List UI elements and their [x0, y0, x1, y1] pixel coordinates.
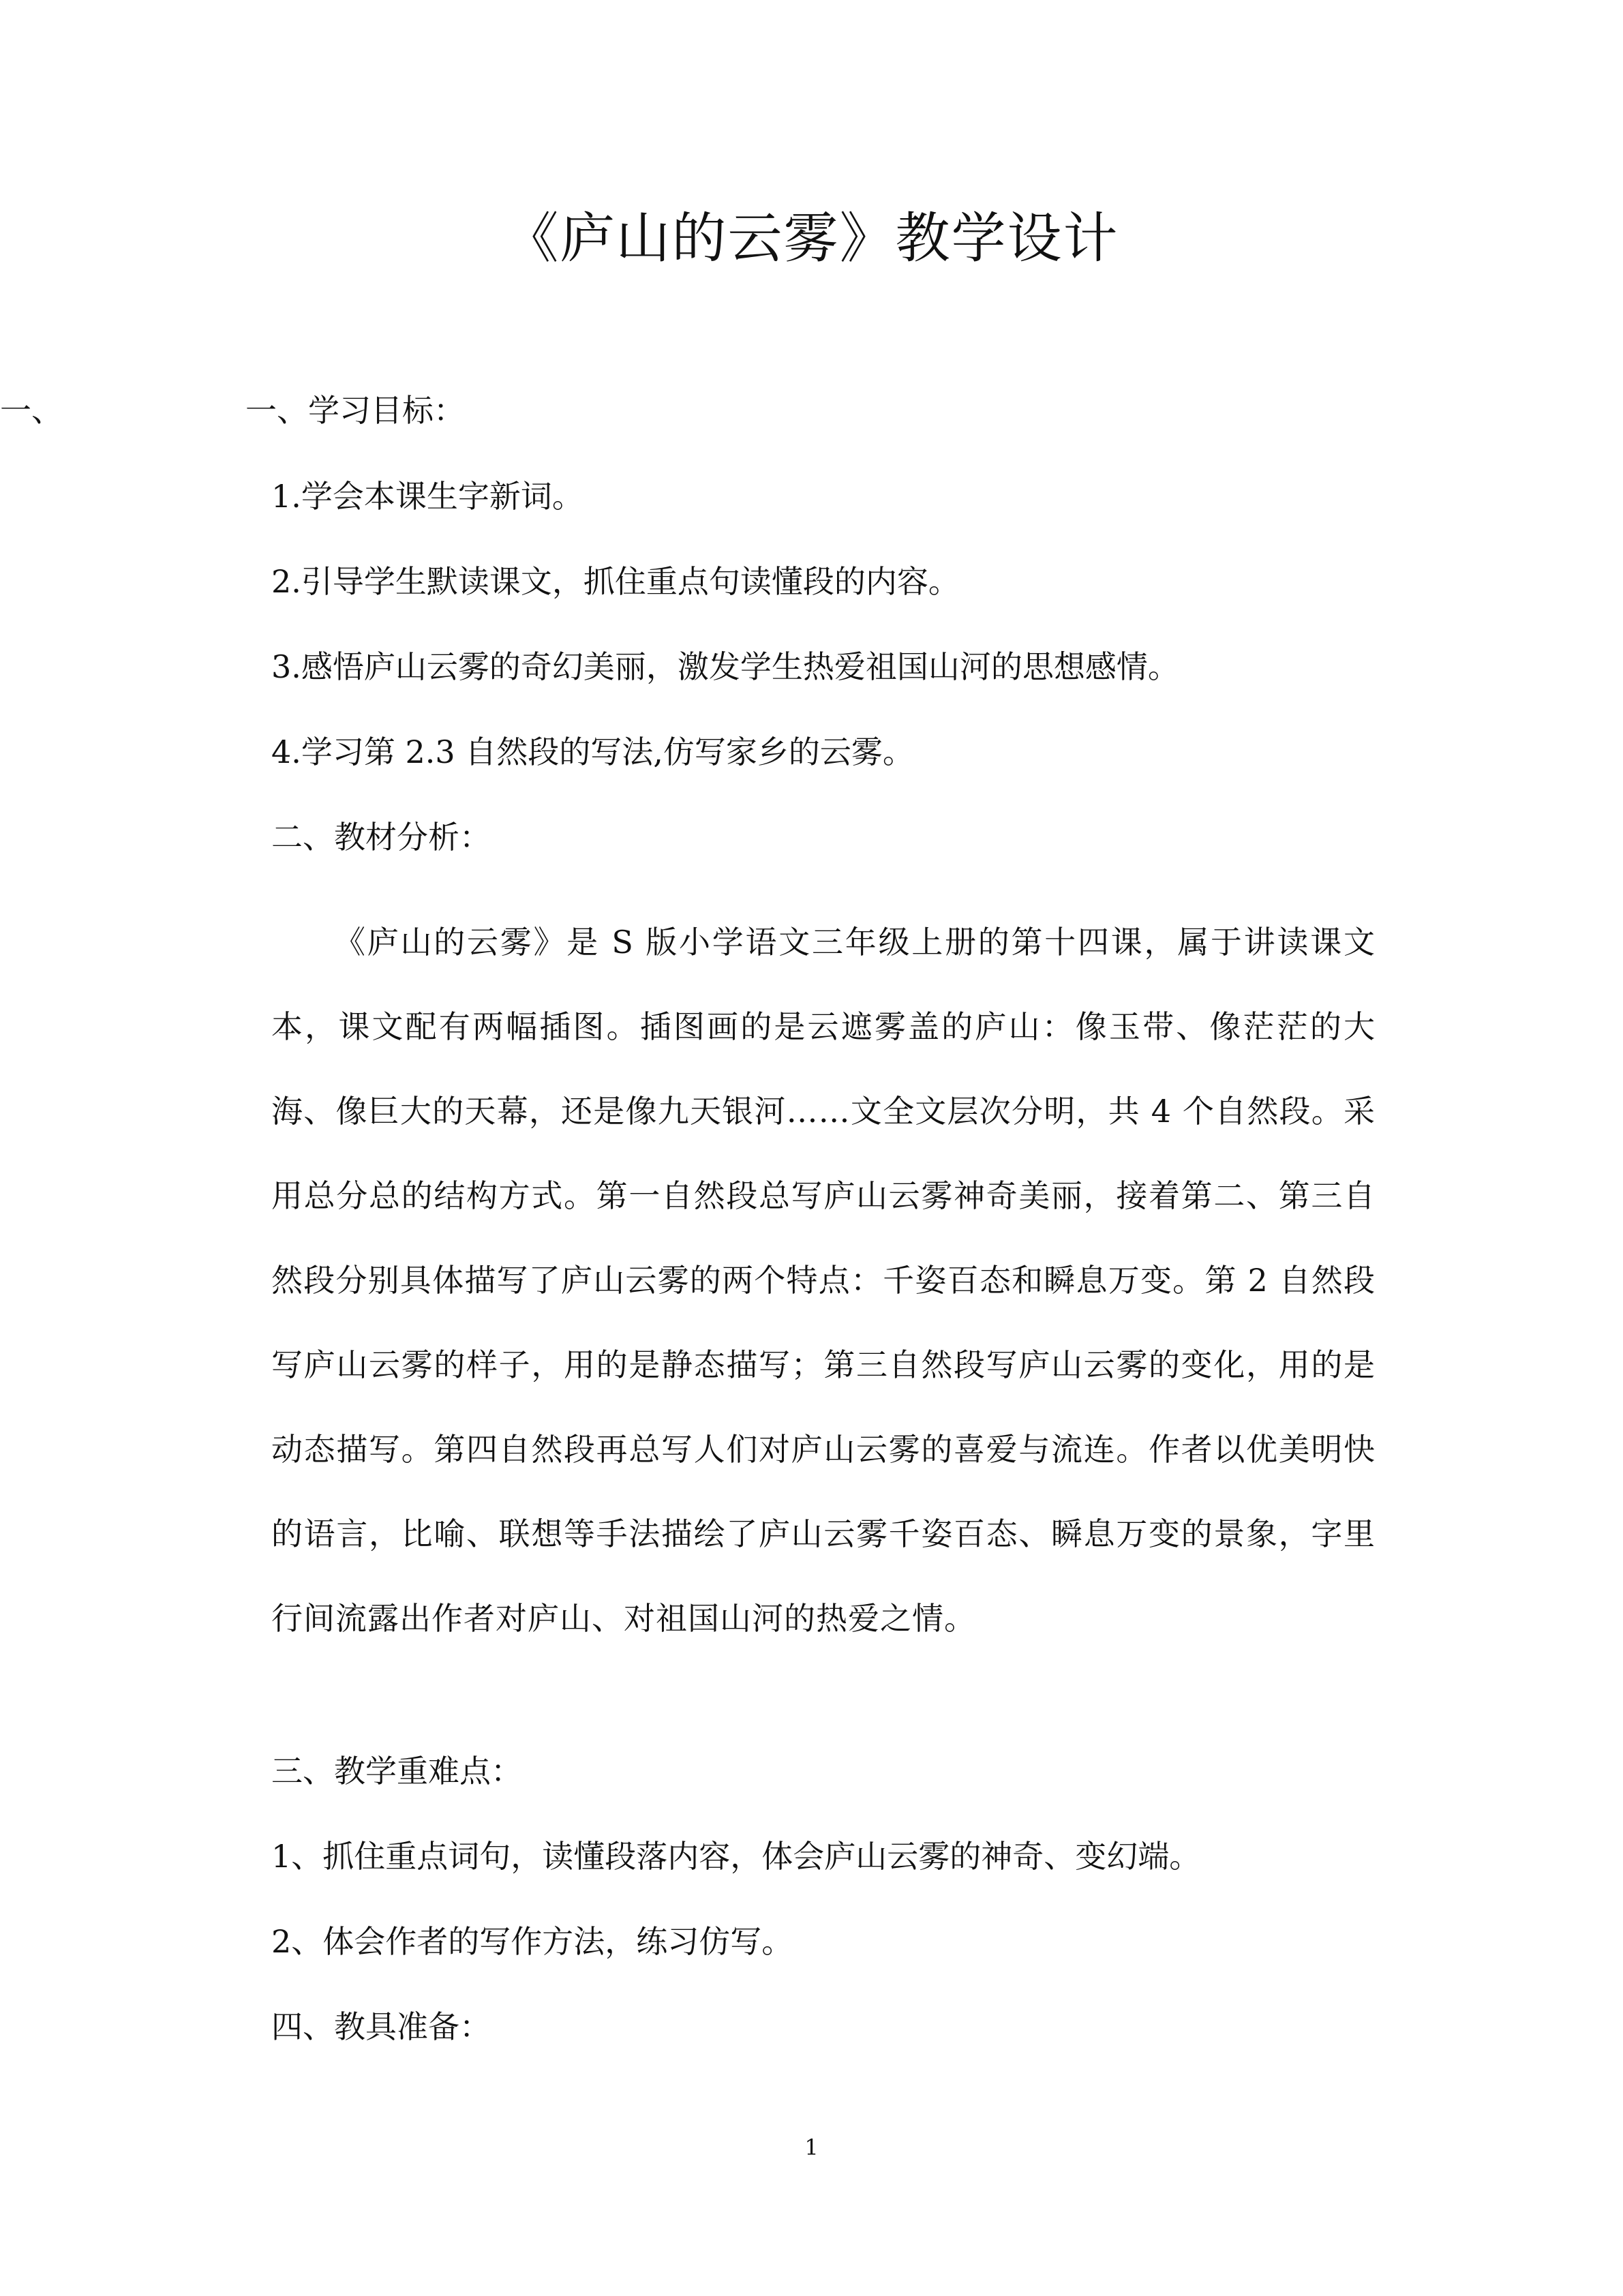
objective-item-2: 2.引导学生默读课文，抓住重点句读懂段的内容。 [271, 563, 960, 600]
analysis-paragraph: 《庐山的云雾》是 S 版小学语文三年级上册的第十四课，属于讲读课文本，课文配有两幅插图。插图画的是云遮雾盖的庐山：像玉带、像茫茫的大海、像巨大的天幕，还是像九天银河……文全文层次分明，共 4 个自然段。采用总分总的结构方式。第一自然段总写庐山云雾神奇美丽，接着第二、第三自然段分别具体描写了庐山云雾的两个特点：千姿百态和瞬息万变。第 2 自然段写庐山云雾的样子，用的是静态描写；第三自然段写庐山云雾的变化，用的是动态描写。第四自然段再总写人们对庐山云雾的喜爱与流连。作者以优美明快的语言，比喻、联想等手法描绘了庐山云雾千姿百态、瞬息万变的景象，字里行间流露出作者对庐山、对祖国山河的热爱之情。 [271, 924, 1376, 1637]
key-point-item-2: 2、体会作者的写作方法，练习仿写。 [271, 1923, 793, 1960]
key-point-item-1: 1、抓住重点词句，读懂段落内容，体会庐山云雾的神奇、变幻端。 [271, 1838, 1201, 1875]
materials-heading: 四、教具准备： [271, 2008, 491, 2045]
objectives-heading: 一、学习目标： [245, 392, 465, 429]
list-marker: 一、 [0, 392, 63, 429]
objective-item-1: 1.学会本课生字新词。 [271, 478, 583, 515]
analysis-paragraph-block [271, 900, 1376, 1661]
objective-item-3: 3.感悟庐山云雾的奇幻美丽，激发学生热爱祖国山河的思想感情。 [271, 648, 1179, 685]
objective-item-4: 4.学习第 2.3 自然段的写法,仿写家乡的云雾。 [271, 734, 914, 770]
key-points-heading: 三、教学重难点： [271, 1753, 522, 1789]
document-title: 《庐山的云雾》教学设计 [504, 207, 1119, 270]
analysis-heading: 二、教材分析： [271, 819, 491, 856]
page-number: 1 [804, 2134, 819, 2160]
